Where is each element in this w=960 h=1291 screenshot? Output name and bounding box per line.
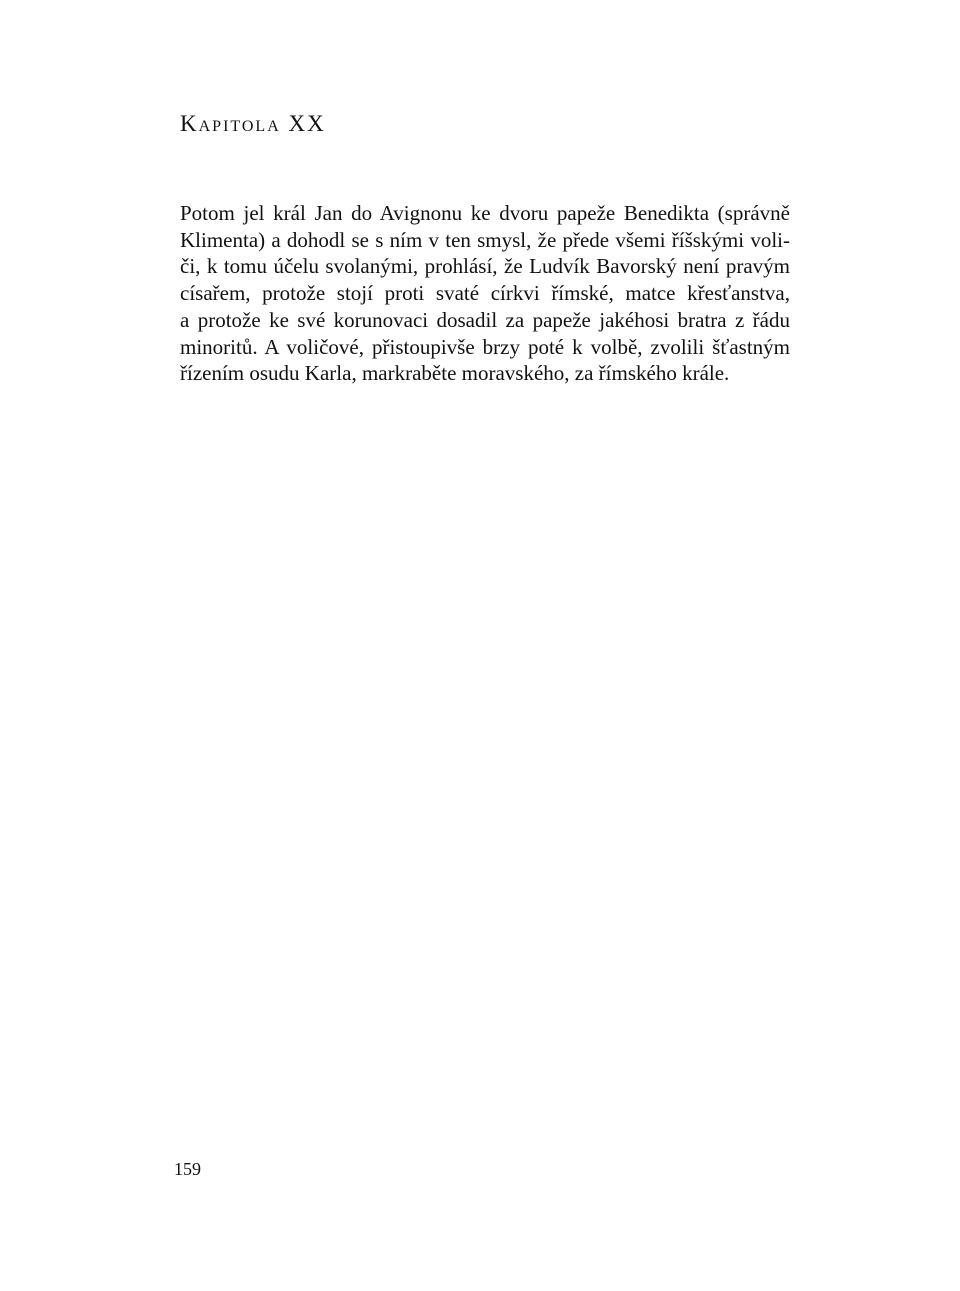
paragraph-line: Klimenta) a dohodl se s ním v ten smysl, že přede všemi říšskými voli- [180, 227, 790, 252]
paragraph-line: řízením osudu Karla, markraběte moravského, za římského krále. [180, 361, 730, 386]
paragraph-line: a protože ke své korunovaci dosadil za papeže jakéhosi bratra z řádu [180, 307, 790, 332]
paragraph-line: či, k tomu účelu svolanými, prohlásí, že Ludvík Bavorský není pravým [180, 254, 790, 279]
paragraph-line: Potom jel král Jan do Avignonu ke dvoru papeže Benedikta (správně [180, 201, 790, 225]
paragraph-line: minoritů. A voličové, přistoupivše brzy poté k volbě, zvolili šťastným [180, 334, 790, 359]
page-number: 159 [174, 1159, 201, 1179]
chapter-heading: Kapitola XX [180, 111, 326, 136]
paragraph-line: císařem, protože stojí proti svaté církvi římské, matce křesťanstva, [180, 281, 790, 306]
body-paragraph [180, 200, 790, 387]
